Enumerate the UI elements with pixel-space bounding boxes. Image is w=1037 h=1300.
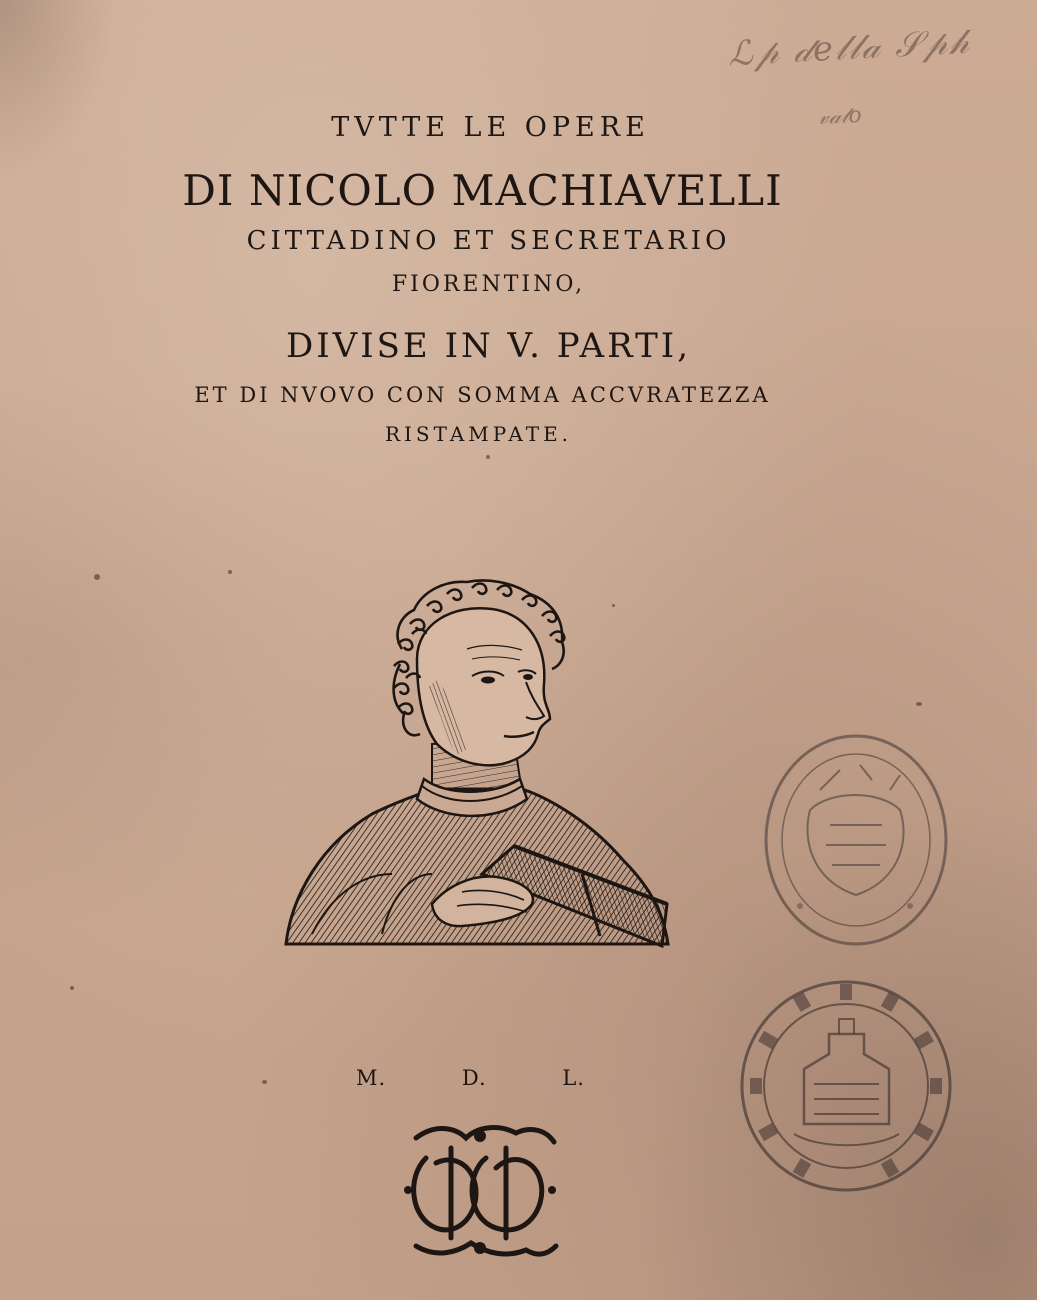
foxing-spot: [262, 1080, 267, 1084]
printer-monogram-device-icon: [396, 1118, 564, 1266]
title-line-5: DIVISE IN V. PARTI,: [285, 326, 692, 366]
imprint-date: M. D. L.: [356, 1066, 585, 1090]
title-line-1: TVTTE LE OPERE: [331, 112, 650, 143]
author-line: DI NICOLO MACHIAVELLI: [182, 166, 783, 215]
foxing-spot: [486, 455, 490, 459]
foxing-spot: [612, 604, 615, 607]
paper-stain: [0, 0, 120, 180]
foxing-spot: [94, 574, 100, 580]
foxing-spot: [228, 570, 232, 574]
collegium-round-stamp-icon: [734, 974, 958, 1198]
title-line-7: RISTAMPATE.: [384, 422, 573, 446]
handwritten-annotation-2: 𝓋𝒶𝓉𝑜: [817, 102, 863, 131]
handwritten-annotation: ℒ𝓅 𝒹𝑒𝓁𝓁𝒶 𝒮𝓅𝒽: [727, 21, 972, 75]
library-oval-stamp-icon: [760, 730, 952, 950]
machiavelli-woodcut-portrait-icon: [282, 574, 672, 954]
title-line-3: CITTADINO ET SECRETARIO: [246, 226, 731, 256]
title-line-4: FIORENTINO,: [391, 272, 586, 297]
foxing-spot: [70, 986, 74, 990]
title-line-6: ET DI NVOVO CON SOMMA ACCVRATEZZA: [194, 383, 771, 407]
foxing-spot: [916, 702, 922, 706]
